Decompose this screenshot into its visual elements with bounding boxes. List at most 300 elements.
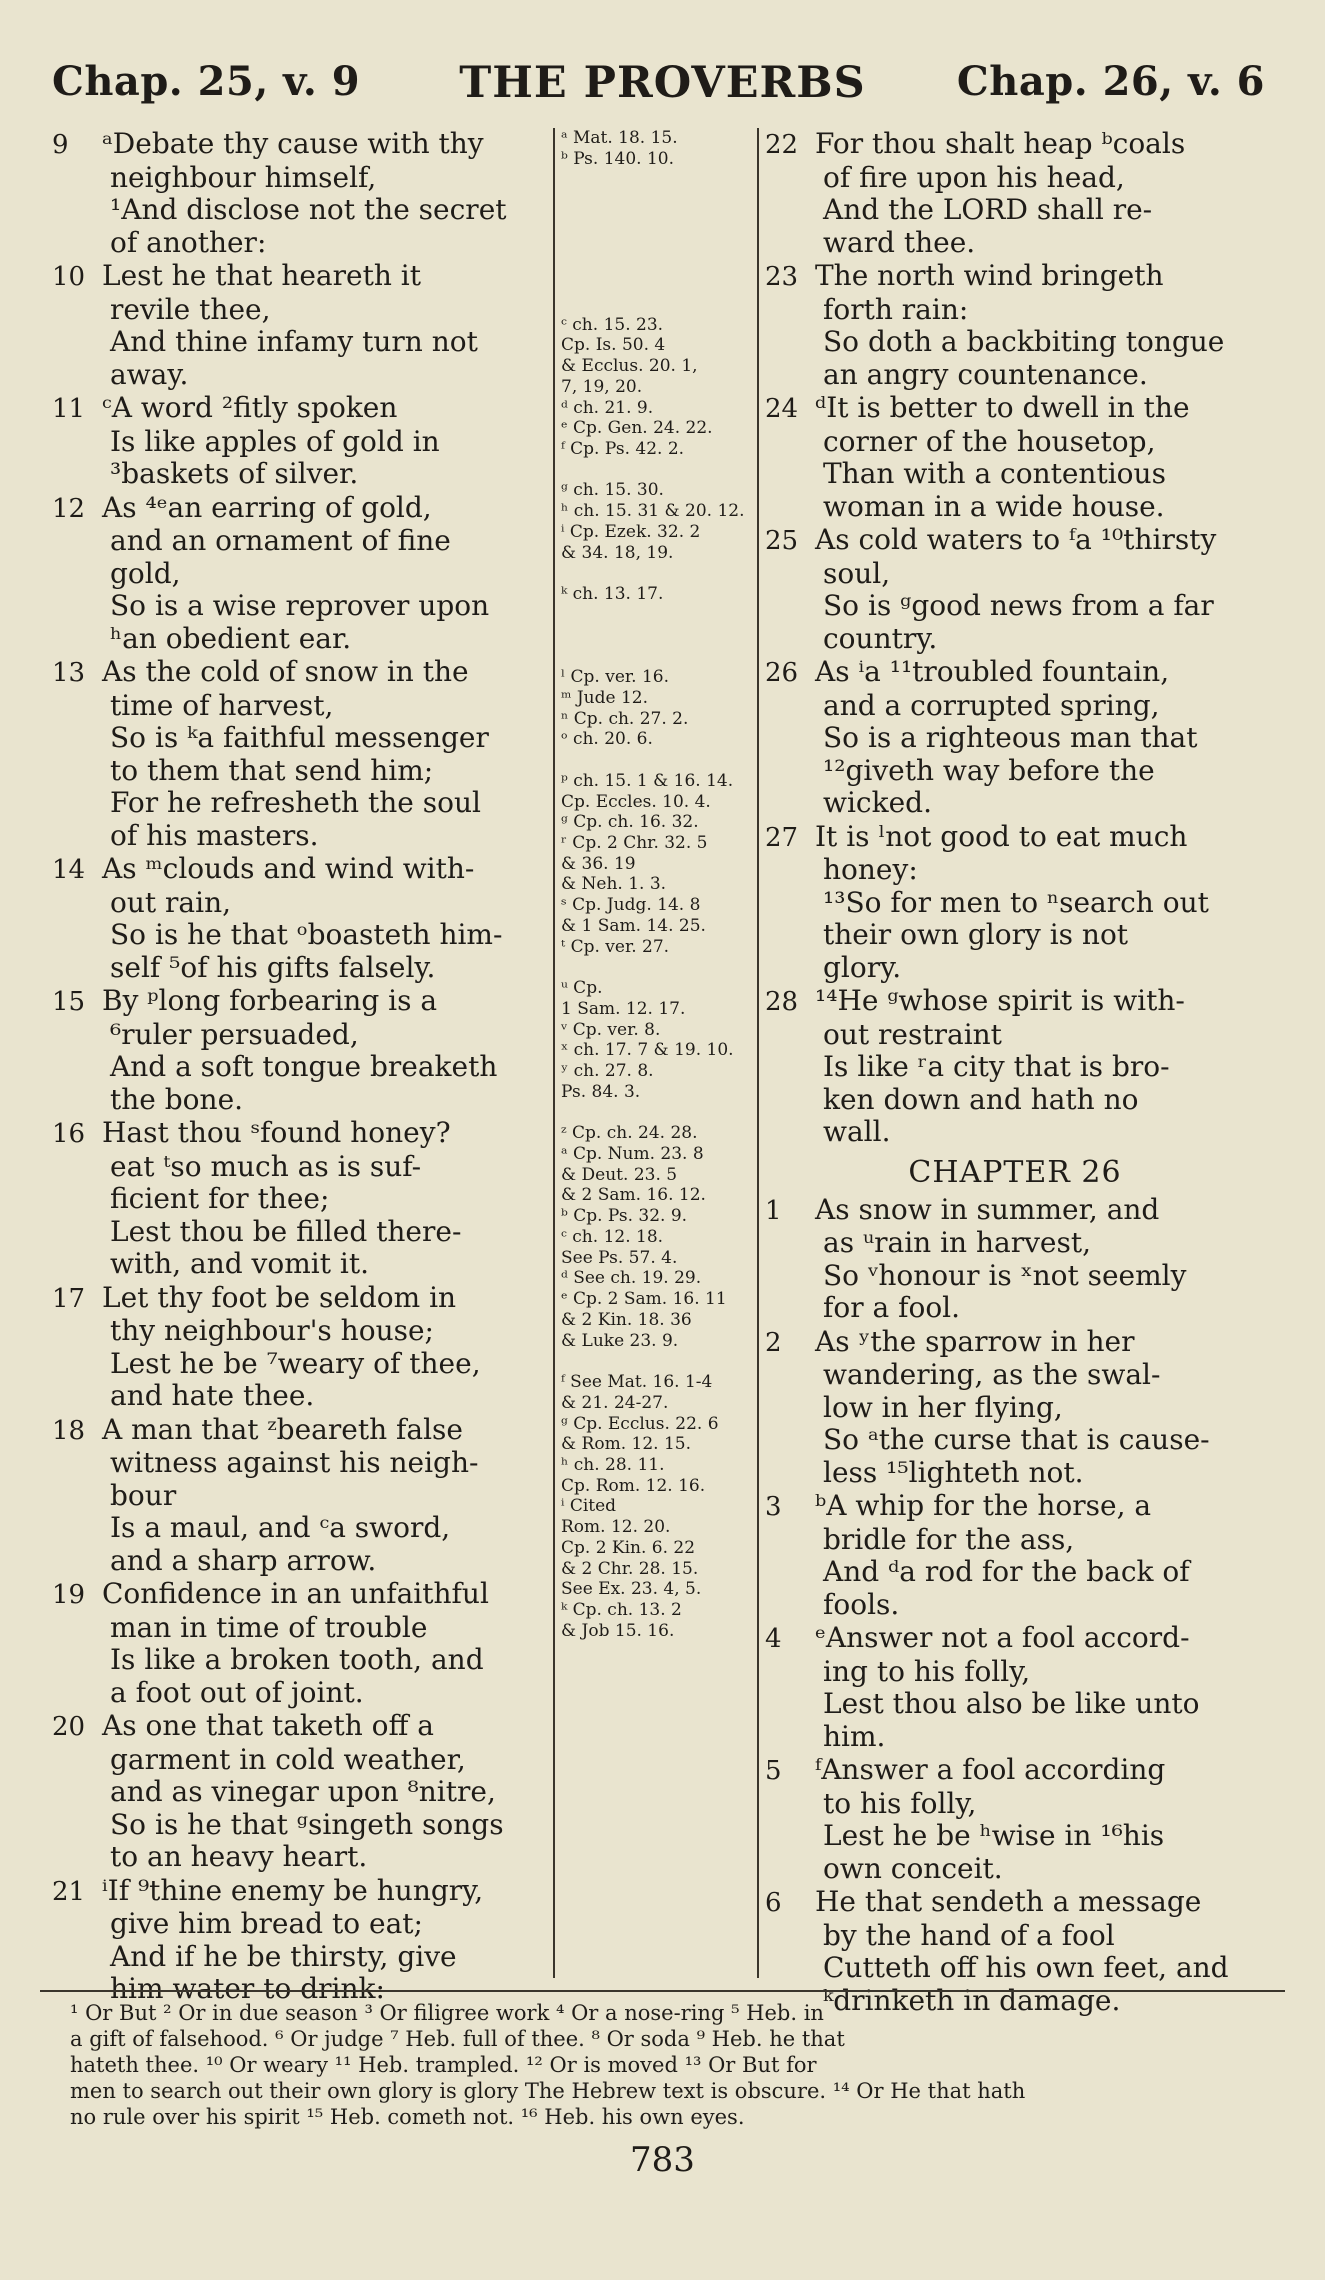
verse-text: witness against his neigh- [110, 1447, 479, 1479]
verse-text: ing to his folly, [823, 1655, 1031, 1688]
verse-number: 20 [52, 1712, 86, 1742]
verse-number: 14 [52, 855, 86, 885]
verse-text: As ⁱa ¹¹troubled fountain, [815, 656, 1170, 688]
verse-line [765, 854, 1265, 887]
cross-reference [561, 252, 751, 273]
verse-line [52, 1512, 547, 1545]
cross-reference: & 34. 18, 19. [561, 542, 674, 563]
verse-text: ¹And disclose not the secret [110, 194, 507, 226]
verse-line [765, 1524, 1265, 1557]
cross-reference: ᵇ Ps. 140. 10. [561, 148, 675, 169]
chapter-25-end [765, 128, 1265, 1149]
verse-line [52, 1941, 547, 1974]
verse-line [52, 1216, 547, 1249]
footnote-line: ¹ Or But ² Or in due season ³ Or filigree work ⁴ Or a nose-ring ⁵ Heb. in [70, 2001, 824, 2025]
verse-text: for a fool. [823, 1292, 961, 1324]
verse-text: As cold waters to ᶠa ¹⁰thirsty [815, 524, 1217, 556]
verse-line [765, 590, 1265, 623]
cross-reference: & Ecclus. 20. 1, [561, 356, 698, 377]
cross-reference: ᵍ Cp. ch. 16. 32. [561, 812, 699, 833]
verse-line [765, 755, 1265, 788]
verse-line [765, 656, 1265, 690]
cross-reference: ᶠ Cp. Ps. 42. 2. [561, 439, 685, 460]
verse-text: to an heavy heart. [110, 1841, 368, 1873]
verse-line [765, 1084, 1265, 1117]
cross-reference [561, 1103, 751, 1124]
cross-reference [561, 273, 751, 294]
verse-number: 2 [765, 1327, 782, 1358]
verse-text: and an ornament of fine [110, 525, 451, 557]
verse-line [765, 392, 1265, 426]
cross-reference [561, 232, 751, 253]
cross-reference: ᵃ Mat. 18. 15. [561, 128, 678, 148]
cross-reference: ʰ ch. 15. 31 & 20. 12. [561, 501, 745, 522]
verse-text: ken down and hath no [823, 1083, 1139, 1116]
verse-line [765, 128, 1265, 162]
cross-reference: ⁿ Cp. ch. 27. 2. [561, 708, 689, 729]
verse-line [52, 194, 547, 227]
verse-text: ⁱIf ⁹thine enemy be hungry, [102, 1874, 484, 1907]
verse-line [765, 722, 1265, 755]
cross-reference: ᵒ ch. 20. 6. [561, 729, 653, 750]
verse-line [52, 919, 547, 952]
cross-reference: & Luke 23. 9. [561, 1330, 679, 1351]
verse-line [52, 359, 547, 392]
verse-line [765, 1754, 1265, 1788]
verse-line [52, 294, 547, 327]
cross-reference [561, 190, 751, 211]
verse-text: Than with a contentious [823, 458, 1166, 490]
verse-line [765, 1952, 1265, 1985]
cross-reference: Cp. Rom. 12. 16. [561, 1475, 706, 1496]
verse-line [765, 623, 1265, 656]
verse-text: an angry countenance. [823, 358, 1148, 391]
verse-line [52, 128, 547, 162]
verse-line [52, 1183, 547, 1216]
verse-line [765, 1392, 1265, 1425]
cross-reference: Cp. Is. 50. 4 [561, 335, 666, 356]
verse-text: garment in cold weather, [110, 1743, 466, 1776]
verse-number: 24 [765, 394, 799, 424]
cross-reference: ᵇ Cp. Ps. 32. 9. [561, 1206, 688, 1227]
verse-text: forth rain: [823, 293, 969, 326]
footnotes [70, 2000, 1280, 2130]
verse-number: 28 [765, 987, 799, 1017]
verse [765, 821, 1265, 985]
verse-number: 4 [765, 1624, 782, 1654]
verse [52, 985, 547, 1116]
left-text-column [52, 128, 547, 2007]
verse-line [765, 359, 1265, 392]
cross-reference: ᵏ ch. 13. 17. [561, 584, 664, 605]
cross-reference: ᵍ Cp. Ecclus. 22. 6 [561, 1413, 719, 1434]
verse-line [52, 1677, 547, 1710]
verse [52, 1282, 547, 1413]
verse-line [765, 458, 1265, 491]
cross-reference: ᵈ ch. 21. 9. [561, 397, 654, 418]
verse-line [765, 887, 1265, 920]
verse-text: By ᵖlong forbearing is a [102, 985, 438, 1017]
verse-line [52, 1612, 547, 1645]
verse-line [52, 1480, 547, 1513]
book-title: THE PROVERBS [459, 58, 866, 108]
cross-reference: ᶠ See Mat. 16. 1-4 [561, 1372, 713, 1393]
verse-line [765, 1688, 1265, 1721]
verse-text: Confidence in an unfaithful [102, 1578, 489, 1610]
verse-text: glory. [823, 951, 902, 984]
verse-number: 6 [765, 1888, 782, 1918]
verse [52, 392, 547, 491]
verse-text: So ᵃthe curse that is cause- [823, 1424, 1210, 1456]
cross-reference [561, 169, 751, 190]
verse [52, 1875, 547, 2006]
verse-line [52, 1051, 547, 1084]
cross-reference: & Job 15. 16. [561, 1620, 675, 1641]
verse-text: fools. [823, 1588, 900, 1621]
verse-text: As snow in summer, and [815, 1193, 1160, 1226]
verse-line [52, 1776, 547, 1809]
verse-text: As ᵐclouds and wind with- [102, 853, 475, 885]
verse-number: 12 [52, 493, 86, 524]
verse-text: Cutteth off his own feet, and [823, 1952, 1229, 1984]
verse [52, 1710, 547, 1874]
verse-line [52, 690, 547, 723]
verse-line [52, 1908, 547, 1941]
verse-line [52, 492, 547, 526]
verse [52, 656, 547, 852]
verse-number: 5 [765, 1756, 782, 1786]
verse-text: self ⁵of his gifts falsely. [110, 951, 436, 984]
verse-line [52, 1447, 547, 1480]
verse-number: 1 [765, 1195, 782, 1226]
verse [52, 1414, 547, 1578]
verse-line [765, 1326, 1265, 1360]
cross-reference: ⁱ Cited [561, 1496, 617, 1517]
verse-text: and a corrupted spring, [823, 689, 1160, 722]
verse-line [765, 1051, 1265, 1084]
verse-line [52, 426, 547, 459]
verse-line [765, 1853, 1265, 1886]
verse-line [52, 326, 547, 359]
verse-line [52, 1578, 547, 1612]
verse-line [765, 1490, 1265, 1524]
verse-text: ᵉAnswer not a fool accord- [815, 1622, 1190, 1654]
verse-text: Is like a broken tooth, and [110, 1644, 484, 1676]
verse-text: neighbour himself, [110, 161, 377, 194]
verse-text: ᶠAnswer a fool according [815, 1754, 1166, 1786]
verse-text: Hast thou ˢfound honey? [102, 1117, 451, 1149]
cross-reference [561, 1351, 751, 1372]
verse-line [52, 787, 547, 820]
verse-line [52, 525, 547, 558]
verse-number: 25 [765, 526, 799, 556]
verse-text: country. [823, 622, 938, 655]
verse [52, 260, 547, 391]
cross-reference: & Rom. 12. 15. [561, 1434, 691, 1455]
verse-text: So is he that ᵍsingeth songs [110, 1808, 504, 1841]
verse-line [765, 985, 1265, 1019]
verse-line [52, 1248, 547, 1281]
verse-text: Let thy foot be seldom in [102, 1281, 457, 1314]
cross-reference: ᵘ Cp. [561, 978, 603, 999]
column-divider-left [553, 128, 555, 1978]
verse-text: Lest thou also be like unto [823, 1688, 1200, 1720]
cross-reference: ʸ ch. 27. 8. [561, 1061, 654, 1082]
verse-line [765, 1359, 1265, 1392]
cross-reference: Cp. 2 Kin. 6. 22 [561, 1537, 696, 1558]
verse-number: 11 [52, 394, 86, 424]
verse [52, 1117, 547, 1281]
verse-text: ¹²giveth way before the [823, 754, 1155, 787]
verse-line [765, 787, 1265, 820]
verse-line [52, 1644, 547, 1677]
verse-text: thy neighbour's house; [110, 1315, 434, 1347]
verse-number: 15 [52, 987, 86, 1017]
verse-number: 3 [765, 1492, 782, 1522]
verse-line [765, 194, 1265, 227]
verse-line [52, 1282, 547, 1316]
verse-line [765, 1556, 1265, 1589]
verse [765, 1886, 1265, 2017]
verse-text: own conceit. [823, 1852, 1003, 1885]
verse-text: So is ᵏa faithful messenger [110, 722, 489, 754]
verse-line [52, 260, 547, 294]
verse-line [765, 227, 1265, 260]
verse-text: ¹⁴He ᵍwhose spirit is with- [815, 985, 1185, 1017]
verse-line [765, 919, 1265, 952]
verse-text: and hate thee. [110, 1380, 315, 1412]
verse-text: time of harvest, [110, 689, 334, 722]
verse-text: woman in a wide house. [823, 490, 1165, 523]
verse-line [52, 1809, 547, 1842]
verse-text: of his masters. [110, 819, 319, 852]
verse-text: It is ˡnot good to eat much [815, 820, 1188, 853]
cross-reference [561, 626, 751, 647]
verse-text: out restraint [823, 1018, 1002, 1051]
verse-line [52, 755, 547, 788]
verse-text: of another: [110, 226, 267, 259]
cross-reference: & Deut. 23. 5 [561, 1164, 678, 1185]
verse-text: So doth a backbiting tongue [823, 326, 1225, 358]
verse-text: low in her flying, [823, 1391, 1063, 1424]
verse-text: corner of the housetop, [823, 425, 1156, 458]
cross-reference: ˣ ch. 17. 7 & 19. 10. [561, 1040, 734, 1061]
verse-line [52, 1414, 547, 1448]
verse-text: of fire upon his head, [823, 161, 1125, 194]
column-divider-right [757, 128, 759, 1978]
cross-reference [561, 563, 751, 584]
verse [765, 1326, 1265, 1490]
verse-text: man in time of trouble [110, 1611, 428, 1644]
verse-line [765, 1292, 1265, 1325]
cross-reference: ᵗ Cp. ver. 27. [561, 936, 670, 957]
cross-reference [561, 750, 751, 771]
verse-line [765, 1721, 1265, 1754]
verse-line [52, 458, 547, 491]
page-number: 783 [630, 2140, 695, 2180]
cross-reference: ʳ Cp. 2 Chr. 32. 5 [561, 832, 708, 853]
verse-line [52, 1545, 547, 1578]
verse-text: ⁶ruler persuaded, [110, 1018, 359, 1051]
verse-text: ³baskets of silver. [110, 458, 359, 490]
cross-reference: ᵏ Cp. ch. 13. 2 [561, 1600, 682, 1621]
verse-text: Lest thou be filled there- [110, 1215, 462, 1248]
verse-number: 13 [52, 658, 86, 688]
footnote-line: men to search out their own glory is glory The Hebrew text is obscure. ¹⁴ Or He that hath [70, 2079, 1026, 2103]
cross-reference: ᶜ ch. 15. 23. [561, 314, 664, 335]
verse-line [765, 558, 1265, 591]
cross-reference: & 1 Sam. 14. 25. [561, 915, 706, 936]
verse-line [52, 1710, 547, 1744]
cross-reference: Rom. 12. 20. [561, 1517, 671, 1538]
verse-text: gold, [110, 557, 181, 590]
verse-text: And the LORD shall re- [823, 194, 1153, 226]
verse-text: wandering, as the swal- [823, 1359, 1161, 1391]
verse-text: revile thee, [110, 293, 271, 326]
verse [765, 1490, 1265, 1621]
verse-line [52, 1151, 547, 1184]
cross-reference [561, 605, 751, 626]
verse-text: As ʸthe sparrow in her [815, 1325, 1135, 1358]
verse [765, 656, 1265, 820]
verse-line [52, 590, 547, 623]
verse-text: Is like apples of gold in [110, 425, 440, 458]
verse-text: with, and vomit it. [110, 1248, 369, 1280]
verse-text: wall. [823, 1116, 891, 1148]
verse-line [765, 1424, 1265, 1457]
footnote-line: a gift of falsehood. ⁶ Or judge ⁷ Heb. full of thee. ⁸ Or soda ⁹ Heb. he that [70, 2027, 845, 2051]
verse-text: Lest he be ⁷weary of thee, [110, 1347, 481, 1380]
cross-reference: & 2 Sam. 16. 12. [561, 1185, 706, 1206]
verse-text: Is like ʳa city that is bro- [823, 1051, 1170, 1083]
verse [52, 128, 547, 259]
running-head-left: Chap. 25, v. 9 [52, 58, 361, 105]
verse-line [765, 524, 1265, 558]
verse-text: And thine infamy turn not [110, 326, 478, 358]
verse-text: wicked. [823, 787, 932, 819]
cross-reference-column [561, 128, 751, 1642]
verse-text: honey: [823, 854, 918, 886]
verse-text: ficient for thee; [110, 1183, 330, 1215]
cross-reference: & 21. 24-27. [561, 1392, 669, 1413]
cross-reference: ⁱ Cp. Ezek. 32. 2 [561, 521, 701, 542]
verse-line [765, 1622, 1265, 1656]
verse-number: 21 [52, 1876, 86, 1907]
verse-line [765, 1227, 1265, 1260]
verse-text: ᵏdrinketh in damage. [823, 1984, 1121, 2017]
right-text-column [765, 128, 1265, 2018]
verse-number: 22 [765, 130, 799, 160]
verse-text: a foot out of joint. [110, 1676, 364, 1709]
footnote-line: no rule over his spirit ¹⁵ Heb. cometh not. ¹⁶ Heb. his own eyes. [70, 2105, 745, 2129]
verse-text: by the hand of a fool [823, 1919, 1115, 1952]
verse-text: Is a maul, and ᶜa sword, [110, 1512, 451, 1544]
verse-text: him water to drink: [110, 1973, 385, 2005]
verse-line [52, 1117, 547, 1151]
verse-text: ᵃDebate thy cause with thy [102, 128, 484, 160]
cross-reference: ˡ Cp. ver. 16. [561, 667, 669, 688]
cross-reference [561, 646, 751, 667]
verse-line [765, 1457, 1265, 1490]
verse-line [52, 985, 547, 1019]
cross-reference: See Ex. 23. 4, 5. [561, 1579, 702, 1600]
verse-text: to them that send him; [110, 754, 434, 787]
verse-line [765, 1788, 1265, 1821]
verse-number: 26 [765, 658, 799, 688]
chapter-26-start [765, 1194, 1265, 2018]
verse-text: As one that taketh off a [102, 1710, 434, 1742]
verse-text: bridle for the ass, [823, 1523, 1075, 1556]
verse-number: 18 [52, 1415, 86, 1446]
verse-text: As the cold of snow in the [102, 656, 469, 688]
verse-line [765, 1116, 1265, 1149]
verse-text: as ᵘrain in harvest, [823, 1227, 1092, 1259]
cross-reference: ˢ Cp. Judg. 14. 8 [561, 895, 701, 916]
verse-line [52, 722, 547, 755]
verse-line [52, 227, 547, 260]
verse-line [765, 326, 1265, 359]
verse-text: And ᵈa rod for the back of [823, 1556, 1190, 1588]
verse-text: So is ᵍgood news from a far [823, 590, 1214, 622]
verse-number: 27 [765, 822, 799, 853]
verse-text: ᶜA word ²fitly spoken [102, 392, 398, 424]
cross-reference: Ps. 84. 3. [561, 1081, 641, 1102]
verse-number: 23 [765, 262, 799, 292]
verse [765, 524, 1265, 655]
cross-reference: ᶻ Cp. ch. 24. 28. [561, 1123, 698, 1144]
verse-text: A man that ᶻbeareth false [102, 1413, 463, 1446]
verse-line [765, 1656, 1265, 1689]
verse-line [765, 1820, 1265, 1853]
verse-line [765, 1019, 1265, 1052]
cross-reference [561, 460, 751, 481]
verse-line [765, 1920, 1265, 1953]
verse-line [52, 1875, 547, 1909]
verse-text: Lest he be ʰwise in ¹⁶his [823, 1820, 1165, 1852]
footnote-divider [40, 1990, 1285, 1992]
cross-reference: & 36. 19 [561, 853, 636, 874]
verse-line [765, 294, 1265, 327]
verse-line [52, 162, 547, 195]
verse-line [765, 491, 1265, 524]
verse-text: away. [110, 358, 189, 391]
cross-reference [561, 957, 751, 978]
verse-text: And a soft tongue breaketh [110, 1051, 498, 1083]
verse-text: out rain, [110, 886, 232, 919]
cross-reference: ᵐ Jude 12. [561, 687, 648, 708]
verse-text: him. [823, 1720, 886, 1753]
cross-reference: ᵉ Cp. Gen. 24. 22. [561, 418, 713, 439]
verse-text: ᵈIt is better to dwell in the [815, 392, 1190, 424]
verse [52, 853, 547, 984]
verse-line [52, 392, 547, 426]
cross-reference: & 2 Kin. 18. 36 [561, 1309, 692, 1330]
cross-reference: 1 Sam. 12. 17. [561, 998, 686, 1019]
verse-line [52, 558, 547, 591]
verse-line [52, 623, 547, 656]
verse-line [765, 260, 1265, 294]
verse-line [765, 1260, 1265, 1293]
verse-text: For he refresheth the soul [110, 787, 481, 819]
verse-text: give him bread to eat; [110, 1908, 423, 1940]
cross-reference: ᵉ Cp. 2 Sam. 16. 11 [561, 1289, 727, 1310]
verse-line [52, 952, 547, 985]
verse-line [52, 1315, 547, 1348]
verse-text: to his folly, [823, 1787, 977, 1820]
cross-reference: ᵖ ch. 15. 1 & 16. 14. [561, 770, 734, 791]
cross-reference: ᵍ ch. 15. 30. [561, 480, 664, 501]
running-head-right: Chap. 26, v. 6 [956, 58, 1265, 105]
